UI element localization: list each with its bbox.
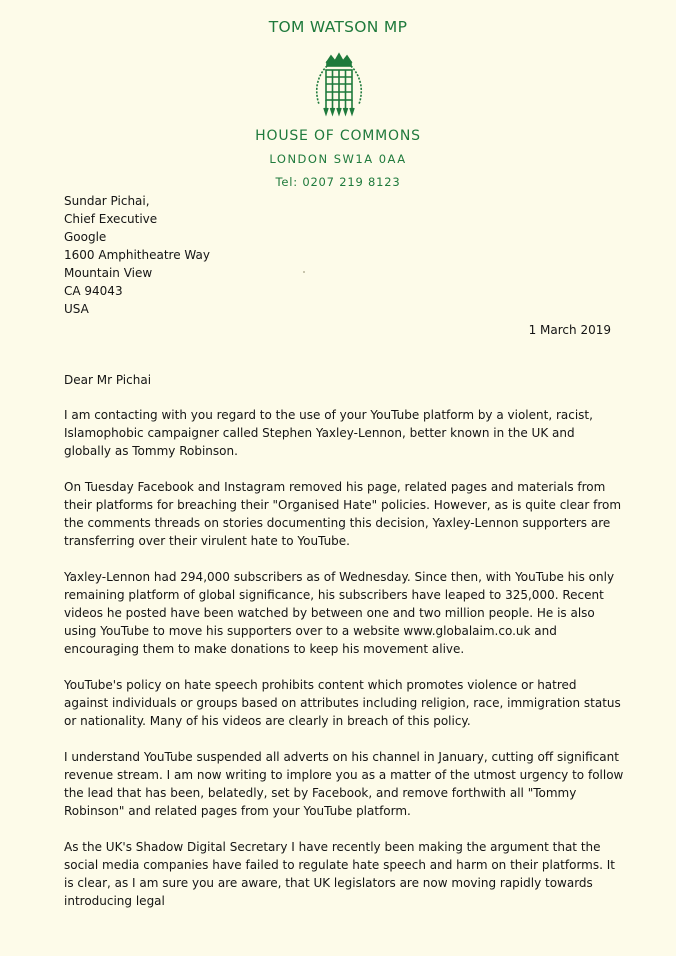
body-paragraph: I am contacting with you regard to the use of your YouTube platform by a violent, racist, Islamophobic campaigner called Stephen Yaxley-Lennon, better known in the UK and globally as Tommy Robinson. (64, 408, 593, 458)
recipient-line: USA (64, 302, 89, 316)
body-paragraph: On Tuesday Facebook and Instagram removed his page, related pages and materials from their platforms for breaching their "Organised Hate" policies. However, as is quite clear from the comments threads on stories documenting this decision, Yaxley-Lennon supporters are transferring over their virulent hate to YouTube. (64, 480, 622, 548)
body-paragraph: Yaxley-Lennon had 294,000 subscribers as of Wednesday. Since then, with YouTube his only remaining platform of global significance, his subscribers have leaped to 325,000. Recent videos he posted have been watched by between one and two million people. He is also using YouTube to move his supporters over to a website www.globalaim.co.uk and encouraging them to make donations to keep his movement alive. (64, 570, 615, 656)
letterhead-telephone: Tel: 0207 219 8123 (275, 175, 401, 189)
body-paragraph: YouTube's policy on hate speech prohibits content which promotes violence or hatred against individuals or groups based on attributes including religion, race, immigration status or nationality. Many of his videos are clearly in breach of this policy. (64, 678, 621, 728)
letterhead-house: HOUSE OF COMMONS (255, 128, 421, 144)
recipient-line: Google (64, 230, 107, 244)
recipient-line: Chief Executive (64, 212, 158, 226)
recipient-line: 1600 Amphitheatre Way (64, 248, 210, 262)
body-paragraph: As the UK's Shadow Digital Secretary I have recently been making the argument that the social media companies have failed to regulate hate speech and harm on their platforms. It is clear, as I am sure you are aware, that UK legislators are now moving rapidly towards introducing legal (64, 840, 615, 908)
letterhead-name: TOM WATSON MP (268, 18, 408, 36)
letter-body (64, 406, 624, 928)
letterhead-address: LONDON SW1A 0AA (269, 152, 407, 166)
portcullis-icon (313, 52, 365, 118)
salutation: Dear Mr Pichai (64, 373, 152, 387)
letter-date: 1 March 2019 (528, 323, 611, 337)
recipient-address (64, 192, 210, 318)
recipient-line: Sundar Pichai, (64, 194, 150, 208)
recipient-line: CA 94043 (64, 284, 123, 298)
paper-speck (303, 271, 305, 273)
body-paragraph: I understand YouTube suspended all adverts on his channel in January, cutting off significant revenue stream. I am now writing to implore you as a matter of the utmost urgency to follow the lead that has been, belatedly, set by Facebook, and remove forthwith all "Tommy Robinson" and related pages from your YouTube platform. (64, 750, 624, 818)
recipient-line: Mountain View (64, 266, 153, 280)
